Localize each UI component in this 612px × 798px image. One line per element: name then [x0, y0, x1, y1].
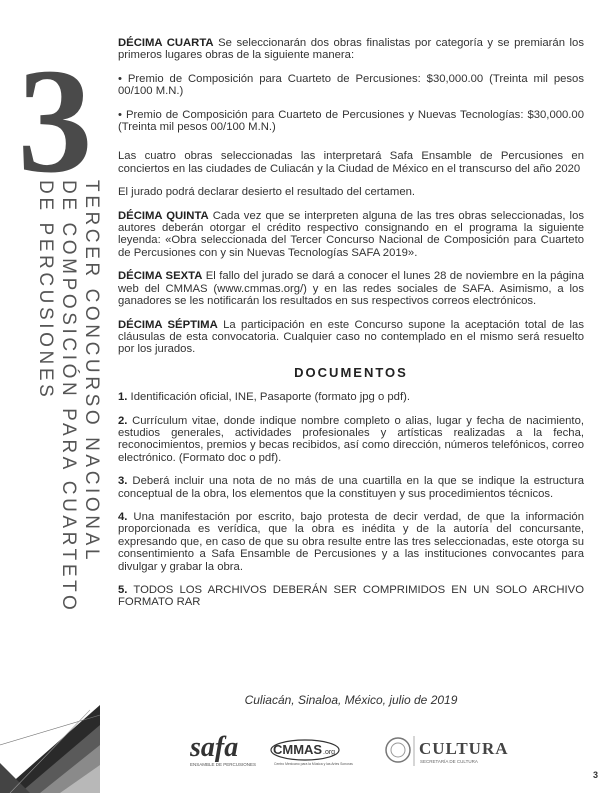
vertical-title [28, 180, 106, 660]
item-text: Identificación oficial, INE, Pasaporte (formato jpg o pdf). [127, 391, 410, 404]
vertical-title-line1: TERCER CONCURSO NACIONAL [81, 180, 102, 564]
cultura-logo [386, 736, 509, 766]
cmmas-logo [271, 740, 353, 766]
item-number: 1. [118, 391, 128, 404]
clause-text: Se seleccionarán dos obras finalistas por categoría y se premiarán los primeros lugares obras de la siguiente manera: [118, 37, 584, 62]
document-item [118, 511, 584, 573]
paragraph-jurado: El jurado podrá declarar desierto el resultado del certamen. [118, 186, 416, 199]
clause-label: DÉCIMA SEXTA [118, 270, 203, 283]
paragraph-obras: Las cuatro obras seleccionadas las interpretará Safa Ensamble de Percusiones en conciertos en las ciudades de Culiacán y la Ciudad de México en el transcurso del año 2020 [118, 150, 584, 175]
item-number: 5. [118, 584, 128, 596]
clause-decima-sexta [118, 270, 584, 307]
item-number: 3. [118, 475, 128, 488]
document-item [118, 475, 584, 500]
item-text: TODOS LOS ARCHIVOS DEBERÁN SER COMPRIMIDOS EN UN SOLO ARCHIVO FORMATO RAR [118, 584, 584, 609]
clause-label: DÉCIMA SÉPTIMA [118, 318, 218, 331]
document-item [118, 391, 584, 403]
document-item [118, 584, 584, 609]
item-text: Currículum vitae, donde indique nombre completo o alias, lugar y fecha de nacimiento, estudios generales, actividades profesionales y artísticas realizadas a la fecha, reconocimientos, premios y becas recibidos, así como dirección, números telefónicos, correo electrónico. (Formato doc o pdf). [118, 414, 584, 464]
vertical-title-line2: DE COMPOSICIÓN PARA CUARTETO [58, 180, 79, 614]
item-text: Deberá incluir una nota de no más de una cuartilla en la que se indique la estructura conceptual de la obra, los elementos que la constituyen y sus procedimientos técnicos. [118, 475, 584, 500]
cmmas-logo-subtitle: Centro Mexicano para la Música y las Artes Sonoras [274, 762, 353, 766]
item-number: 2. [118, 414, 128, 427]
item-text: Una manifestación por escrito, bajo protesta de decir verdad, de que la información proporcionada es verídica, que la obra es inédita y de la autoría del concursante, expresando que, en caso de que su obra resulte entre las tres seleccionadas, este otorga su consentimiento a Safa Ensamble de Percusiones y a las instituciones convocantes para divulgar y grabar la obra. [118, 510, 584, 573]
section-heading-documentos: DOCUMENTOS [294, 364, 408, 380]
clause-text: Cada vez que se interpreten alguna de las tres obras seleccionadas, los autores deberán otorgar el crédito respectivo consignando en el programa la siguiente leyenda: «Obra seleccionada del Tercer Concurso Nacional de Composición para Cuarteto de Percusiones con y sin Nuevas Tecnologías SAFA 2019». [118, 209, 584, 259]
safa-logo-wordmark: safa [190, 732, 239, 763]
cultura-logo-subtitle: SECRETARÍA DE CULTURA [420, 759, 478, 764]
vertical-title-line3: DE PERCUSIONES [35, 180, 56, 401]
corner-decoration [0, 705, 100, 793]
prize-item-2: • Premio de Composición para Cuarteto de Percusiones y Nuevas Tecnologías: $30,000.00 (Treinta mil pesos 00/100 M.N.) [118, 108, 584, 134]
clause-label: DÉCIMA QUINTA [118, 209, 209, 222]
clause-decima-septima [118, 319, 584, 356]
cmmas-logo-suffix: .org [323, 749, 336, 756]
section-number: 3 [17, 38, 93, 204]
sponsor-logos [190, 728, 530, 778]
item-number: 4. [118, 510, 128, 523]
safa-logo-subtitle: ENSAMBLE DE PERCUSIONES [190, 762, 257, 767]
cmmas-logo-wordmark: CMMAS [273, 742, 323, 757]
safa-logo [190, 732, 256, 767]
clause-decima-cuarta [118, 37, 584, 62]
place-date: Culiacán, Sinaloa, México, julio de 2019 [244, 693, 458, 707]
page-number: 3 [592, 770, 598, 780]
prize-item-1: • Premio de Composición para Cuarteto de Percusiones: $30,000.00 (Treinta mil pesos 00/100 M.N.) [118, 72, 584, 98]
clause-text: El fallo del jurado se dará a conocer el lunes 28 de noviembre en la página web del CMMAS (www.cmmas.org/) y en las redes sociales de SAFA. Asimismo, a los ganadores se les notificarán los resultados en sus respectivos correos electrónicos. [118, 270, 585, 308]
document-item [118, 415, 584, 465]
clause-text: La participación en este Concurso supone la aceptación total de las cláusulas de esta convocatoria. Cualquier caso no contemplado en el mismo será resuelto por los jurados. [118, 318, 584, 356]
main-content [118, 37, 584, 620]
clause-label: DÉCIMA CUARTA [118, 37, 214, 49]
clause-decima-quinta [118, 210, 584, 260]
cultura-logo-wordmark: CULTURA [419, 739, 509, 758]
